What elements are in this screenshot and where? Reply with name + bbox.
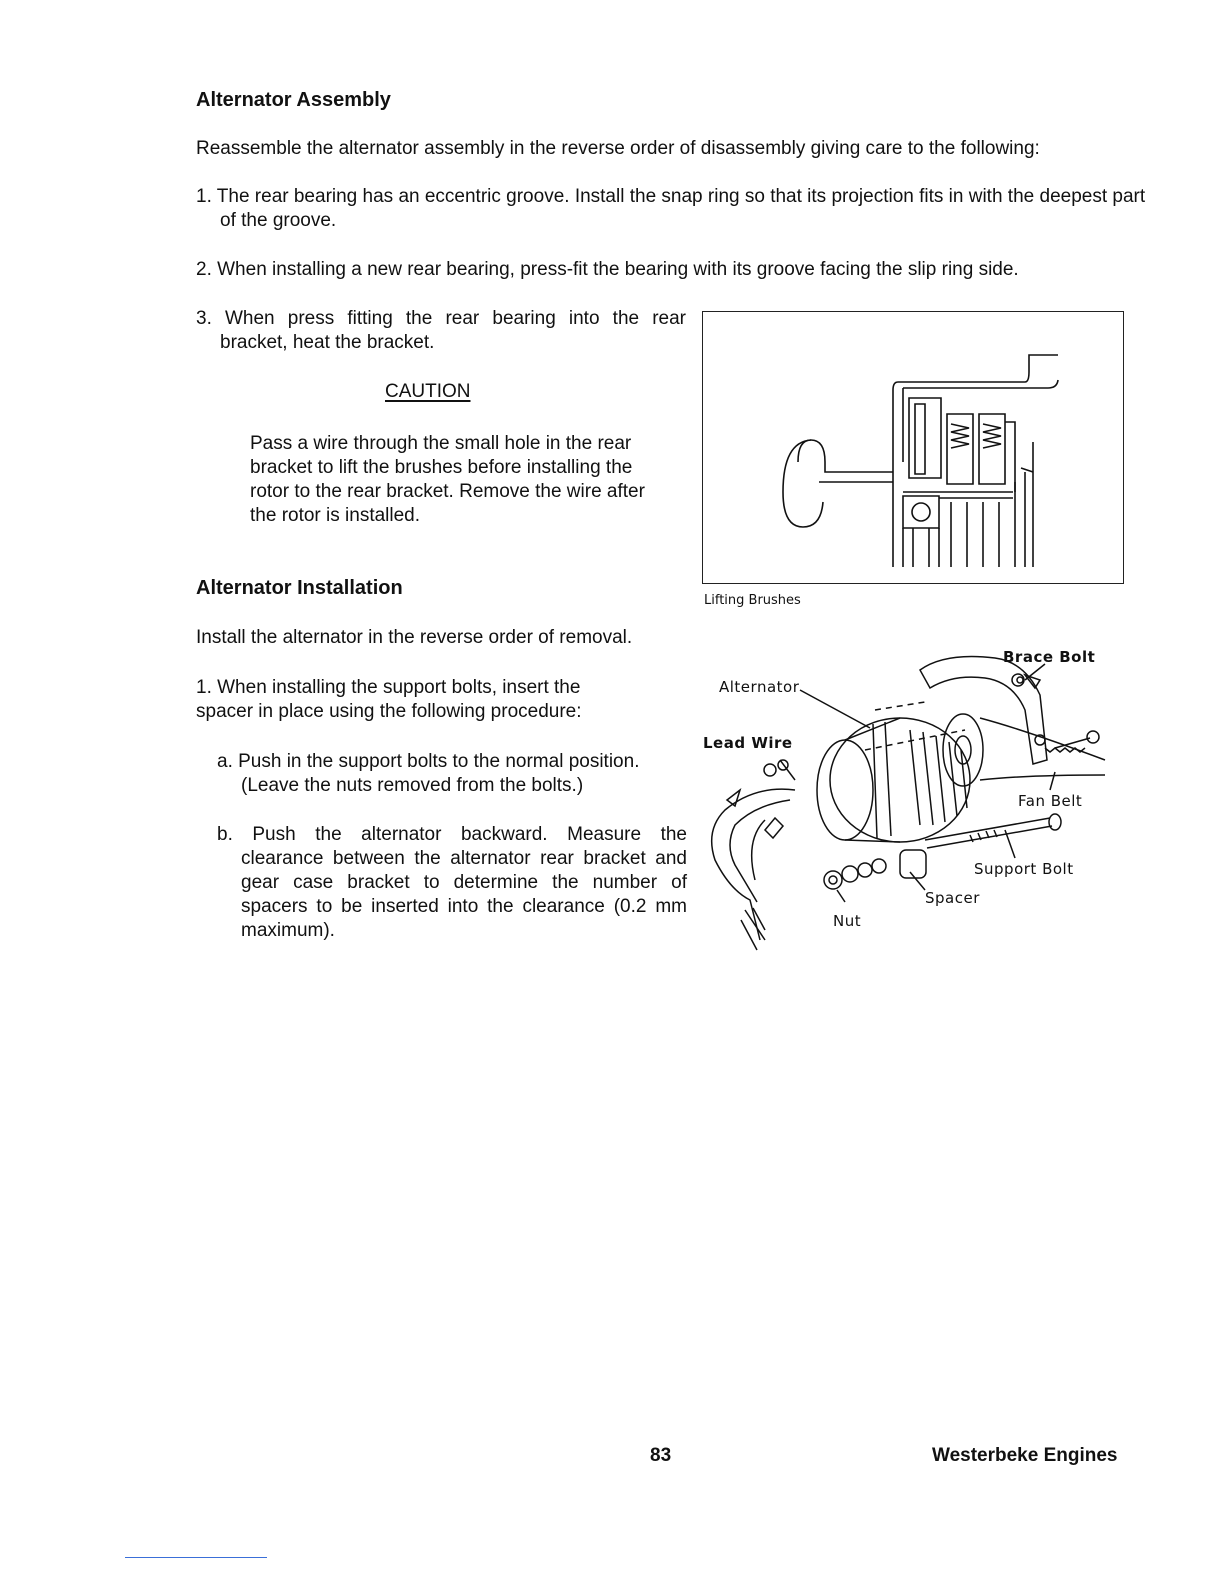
installation-intro: Install the alternator in the reverse order of removal. xyxy=(196,627,633,648)
assembly-step-1: 1. The rear bearing has an eccentric groove. Install the snap ring so that its projection fits in with the deepest part of the groove. xyxy=(196,186,1146,231)
assembly-intro: Reassemble the alternator assembly in the reverse order of disassembly giving care to the following: xyxy=(196,138,1040,159)
heading-alternator-installation: Alternator Installation xyxy=(196,577,403,599)
assembly-step-2: 2. When installing a new rear bearing, press-fit the bearing with its groove facing the slip ring side. xyxy=(196,259,1019,280)
installation-sub-b: b. Push the alternator backward. Measure the clearance between the alternator rear bracket and gear case bracket to determine the number of spacers to be inserted into the clearance (0.2 mm maximum). xyxy=(217,824,687,941)
footnote-rule xyxy=(125,1557,267,1558)
label-lead-wire: Lead Wire xyxy=(703,734,793,752)
label-fan-belt: Fan Belt xyxy=(1018,792,1083,810)
caution-title: CAUTION xyxy=(385,381,471,402)
figure-caption-lifting-brushes: Lifting Brushes xyxy=(704,593,801,608)
figure-lifting-brushes xyxy=(702,311,1124,584)
footer-brand: Westerbeke Engines xyxy=(932,1445,1118,1466)
label-brace-bolt: Brace Bolt xyxy=(1003,648,1096,666)
label-alternator: Alternator xyxy=(719,678,800,696)
installation-step-1: 1. When installing the support bolts, insert the spacer in place using the following procedure: xyxy=(196,677,582,722)
assembly-step-3: 3. When press fitting the rear bearing into the rear bracket, heat the bracket. xyxy=(196,308,686,353)
label-support-bolt: Support Bolt xyxy=(974,860,1074,878)
page-number: 83 xyxy=(650,1445,672,1466)
heading-alternator-assembly: Alternator Assembly xyxy=(196,89,391,111)
lifting-brushes-drawing xyxy=(703,312,1123,583)
caution-text: Pass a wire through the small hole in the rear bracket to lift the brushes before installing the rotor to the rear bracket. Remove the wire after the rotor is installed. xyxy=(250,433,645,526)
label-spacer: Spacer xyxy=(925,889,980,907)
installation-sub-a: a. Push in the support bolts to the normal position. (Leave the nuts removed from the bolts.) xyxy=(217,751,640,796)
label-nut: Nut xyxy=(833,912,862,930)
